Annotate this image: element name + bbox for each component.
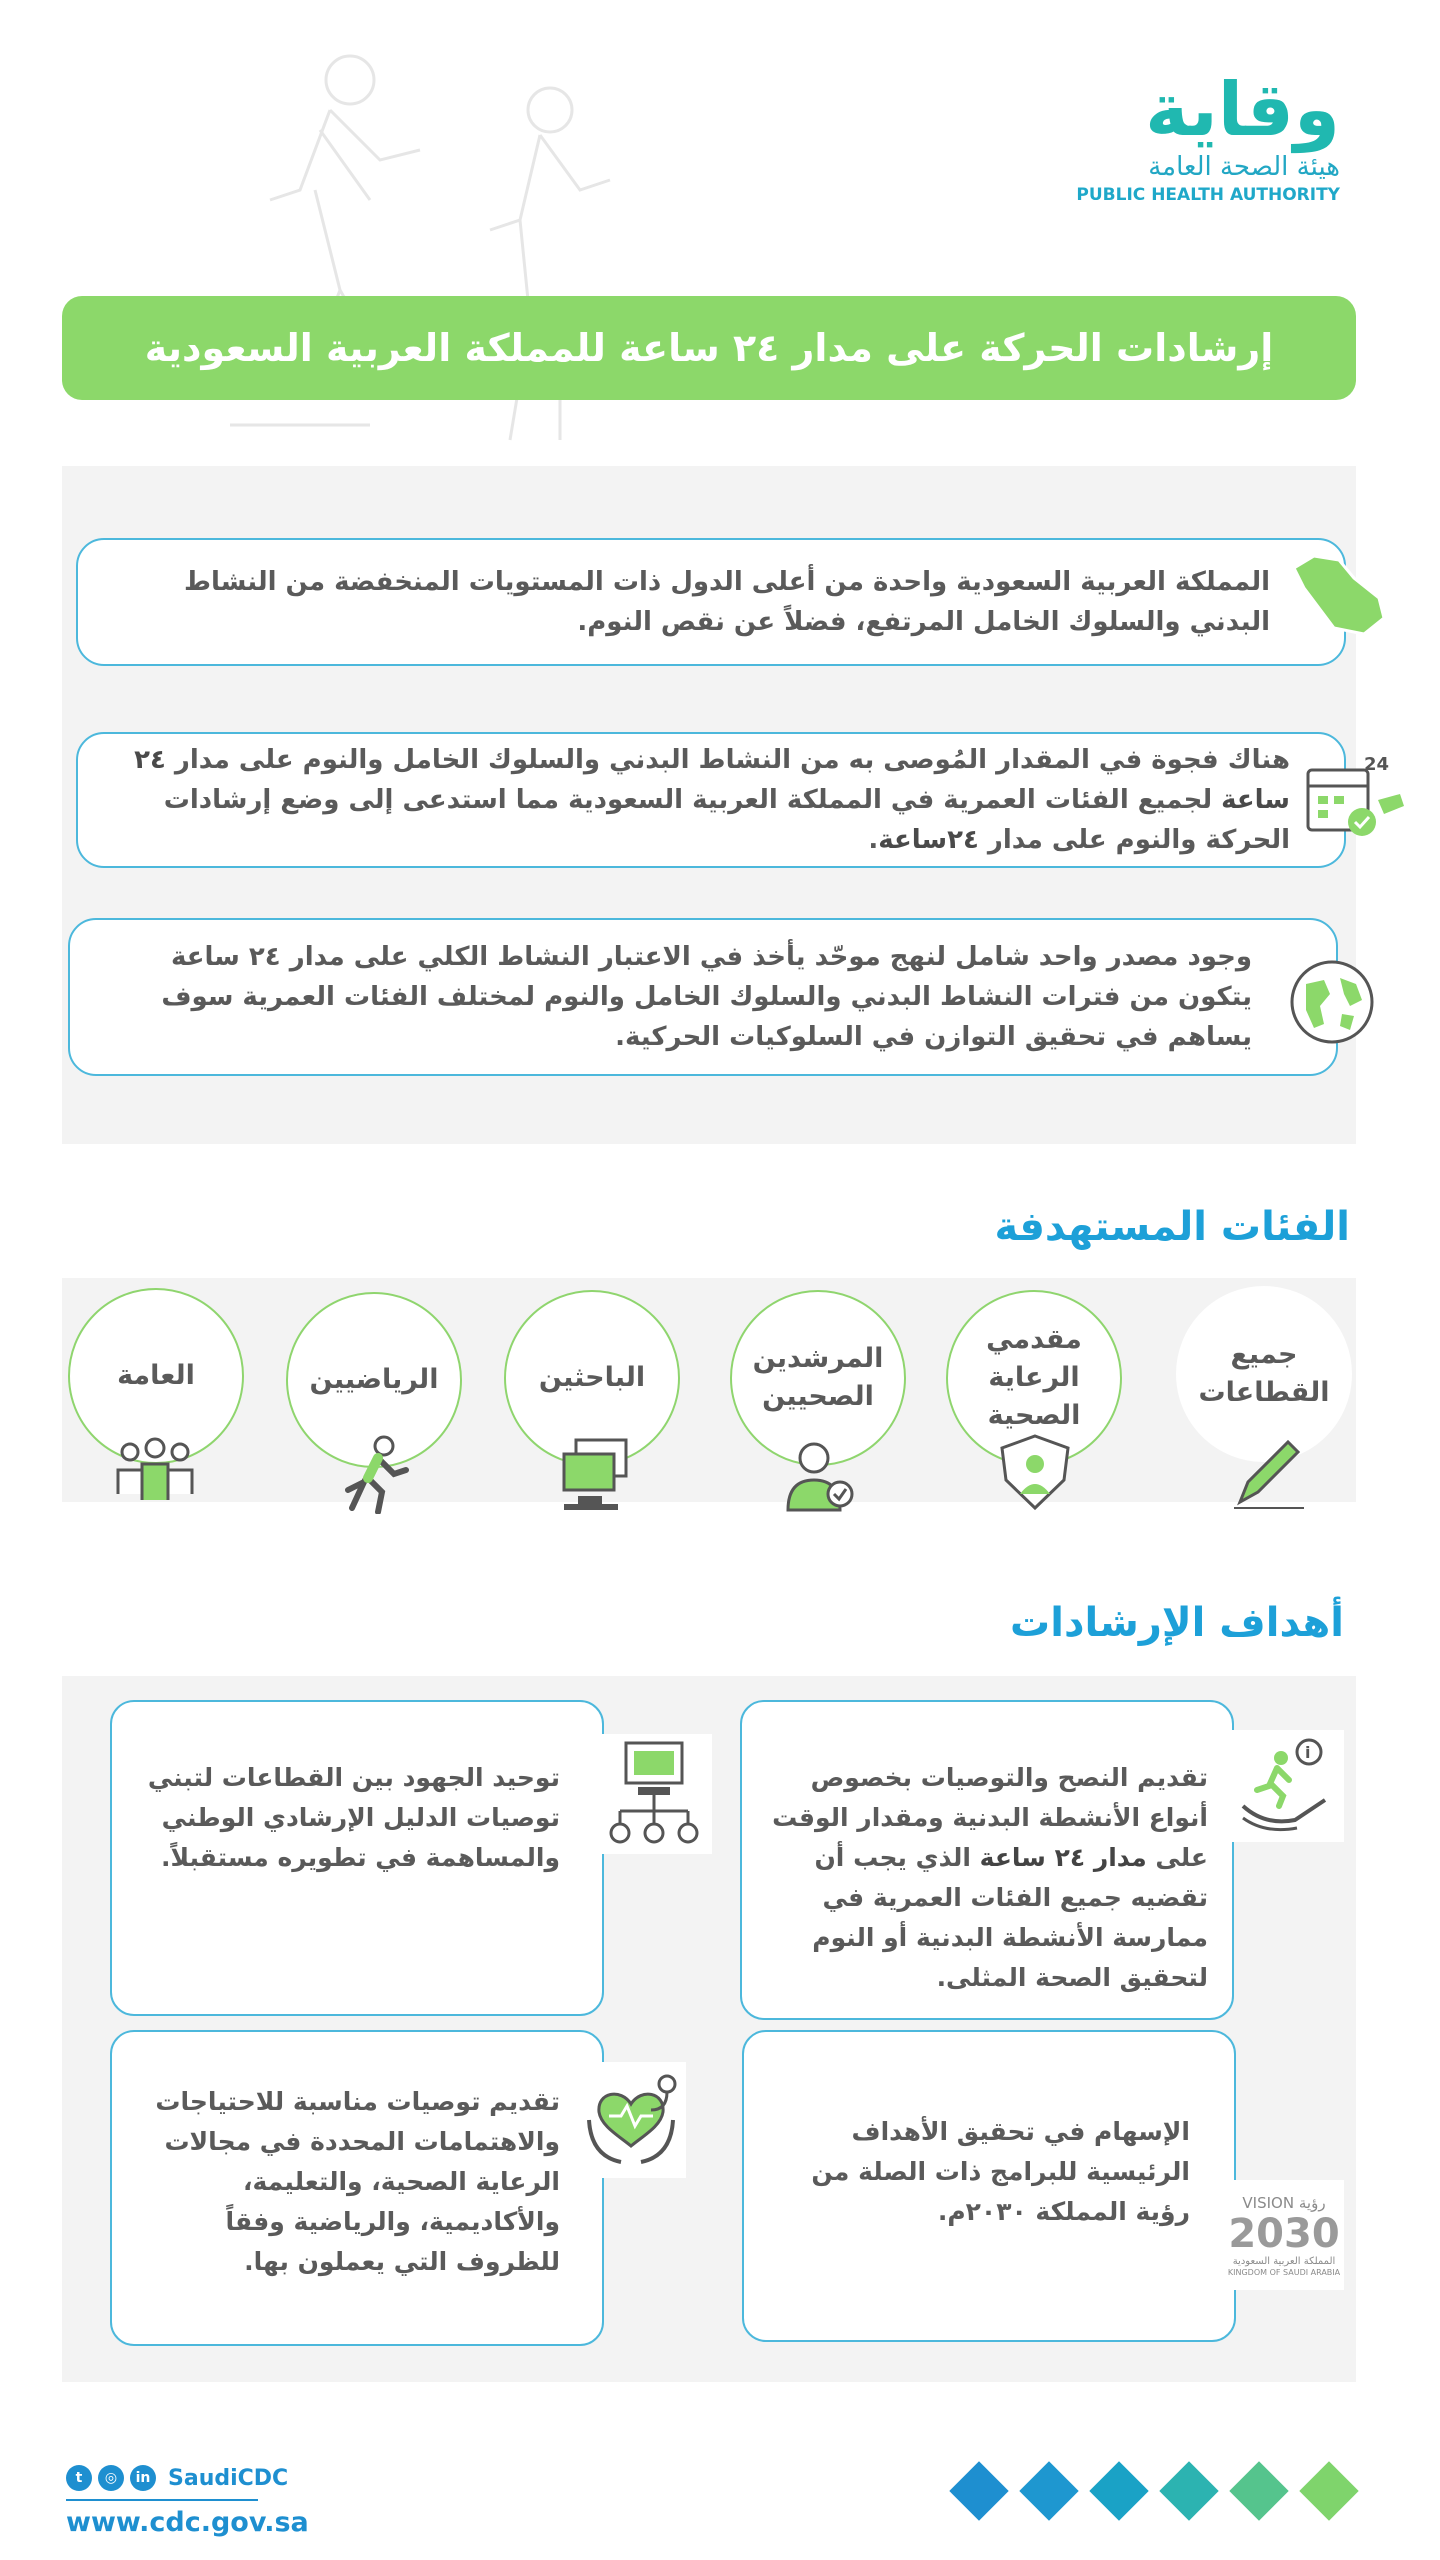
intro-text-2b: لجميع الفئات العمرية في المملكة العربية السعودية مما استدعى إلى وضع إرشادات الحركة والنوم على مدار xyxy=(163,785,1290,855)
svg-text:24: 24 xyxy=(1364,754,1390,775)
network-computer-icon xyxy=(596,1734,712,1854)
social-links xyxy=(66,2465,288,2491)
goal-card-3 xyxy=(742,2030,1236,2342)
computers-icon xyxy=(550,1434,640,1514)
vision-line: VISION رؤية xyxy=(1242,2194,1326,2212)
social-handle[interactable]: SaudiCDC xyxy=(168,2465,289,2491)
target-label: المرشدين الصحيين xyxy=(752,1343,884,1412)
decor-diamond xyxy=(1019,2461,1078,2520)
decor-diamond xyxy=(949,2461,1008,2520)
intro-text-3: وجود مصدر واحد شامل لنهج موحّد يأخذ في الاعتبار النشاط الكلي على مدار ٢٤ ساعة يتكون من فترات النشاط البدني والسلوك الخامل والنوم لمختلف الفئات العمرية سوف يساهم في تحقيق التوازن في السلوكيات الحركية. xyxy=(161,942,1252,1052)
logo-arabic-sub: هيئة الصحة العامة xyxy=(1148,152,1340,182)
intro-bold-2a: ٢٤ ساعة xyxy=(134,745,1290,815)
pha-logo xyxy=(1060,67,1340,206)
logo-arabic: وقاية xyxy=(1145,67,1340,153)
people-group-icon xyxy=(110,1434,200,1514)
intro-text-2a: هناك فجوة في المقدار المُوصى به من النشاط البدني والسلوك الخامل والنوم على مدار xyxy=(165,745,1290,775)
footer-contact xyxy=(66,2465,309,2538)
svg-text:i: i xyxy=(1305,1743,1311,1762)
goal-text-3: الإسهام في تحقيق الأهداف الرئيسية للبرامج ذات الصلة من رؤية المملكة ٢٠٣٠م. xyxy=(811,2117,1190,2226)
globe-icon xyxy=(1284,954,1380,1050)
pencil-icon xyxy=(1220,1432,1310,1512)
saudi-map-icon xyxy=(1284,548,1394,644)
goal-card-2 xyxy=(110,1700,604,2016)
title-banner xyxy=(62,296,1356,400)
decor-diamond xyxy=(1299,2461,1358,2520)
runner-icon xyxy=(328,1434,418,1514)
calendar-24-icon xyxy=(1300,750,1410,850)
goal-text-1a: تقديم النصح والتوصيات بخصوص أنواع الأنشطة البدنية ومقدار الوقت على xyxy=(772,1763,1208,1872)
logo-english: PUBLIC HEALTH AUTHORITY xyxy=(1076,185,1340,205)
stethoscope-hands-icon xyxy=(576,2062,686,2178)
linkedin-icon[interactable]: in xyxy=(130,2465,156,2491)
decor-diamond xyxy=(1229,2461,1288,2520)
twitter-icon[interactable]: t xyxy=(66,2465,92,2491)
target-label: الرياضيين xyxy=(309,1364,439,1395)
goal-card-1 xyxy=(740,1700,1234,2020)
target-label: جميع القطاعات xyxy=(1198,1339,1330,1408)
vision-sub-ar: المملكة العربية السعودية xyxy=(1232,2256,1336,2267)
intro-card-3 xyxy=(68,918,1338,1076)
targets-panel xyxy=(62,1278,1356,1502)
health-guide-icon xyxy=(774,1432,864,1512)
decor-diamond xyxy=(1089,2461,1148,2520)
instagram-icon[interactable]: ◎ xyxy=(98,2465,124,2491)
goal-text-2: توحيد الجهود بين القطاعات لتبني توصيات الدليل الإرشادي الوطني والمساهمة في تطويره مستقبلاً. xyxy=(147,1763,560,1872)
decor-diamond xyxy=(1159,2461,1218,2520)
goal-card-4 xyxy=(110,2030,604,2346)
goals-title: أهداف الإرشادات xyxy=(1010,1600,1344,1646)
activity-advice-icon xyxy=(1226,1730,1344,1842)
intro-bold-2b: ٢٤ساعة xyxy=(878,825,979,855)
vision-year: 2030 xyxy=(1228,2211,1340,2257)
website-link[interactable]: www.cdc.gov.sa xyxy=(66,2499,258,2538)
vision-sub-en: KINGDOM OF SAUDI ARABIA xyxy=(1227,2268,1341,2277)
vision-2030-logo xyxy=(1224,2180,1344,2290)
targets-title: الفئات المستهدفة xyxy=(994,1204,1350,1250)
intro-card-1 xyxy=(76,538,1346,666)
target-label: مقدمي الرعاية الصحية xyxy=(986,1324,1082,1431)
target-label: الباحثين xyxy=(538,1362,646,1393)
health-shield-icon xyxy=(990,1432,1080,1512)
goal-text-1b: الذي يجب أن تقضيه جميع الفئات العمرية في ممارسة الأنشطة البدنية أو النوم لتحقيق الصحة المثلى. xyxy=(812,1843,1208,1992)
intro-text-1: المملكة العربية السعودية واحدة من أعلى الدول ذات المستويات المنخفضة من النشاط البدني والسلوك الخامل المرتفع، فضلاً عن نقص النوم. xyxy=(183,567,1270,637)
goal-bold-1: مدار ٢٤ ساعة xyxy=(979,1843,1147,1872)
page-title: إرشادات الحركة على مدار ٢٤ ساعة للمملكة العربية السعودية xyxy=(144,326,1274,370)
footer-diamonds xyxy=(948,2470,1360,2512)
intro-card-2 xyxy=(76,732,1346,868)
intro-text-2c: . xyxy=(868,825,879,855)
goal-text-4: تقديم توصيات مناسبة للاحتياجات والاهتمامات المحددة في مجالات الرعاية الصحية، والتعليمة، والأكاديمية، والرياضية وفقاً للظروف التي يعملون بها. xyxy=(155,2087,560,2276)
target-label: العامة xyxy=(117,1360,195,1391)
